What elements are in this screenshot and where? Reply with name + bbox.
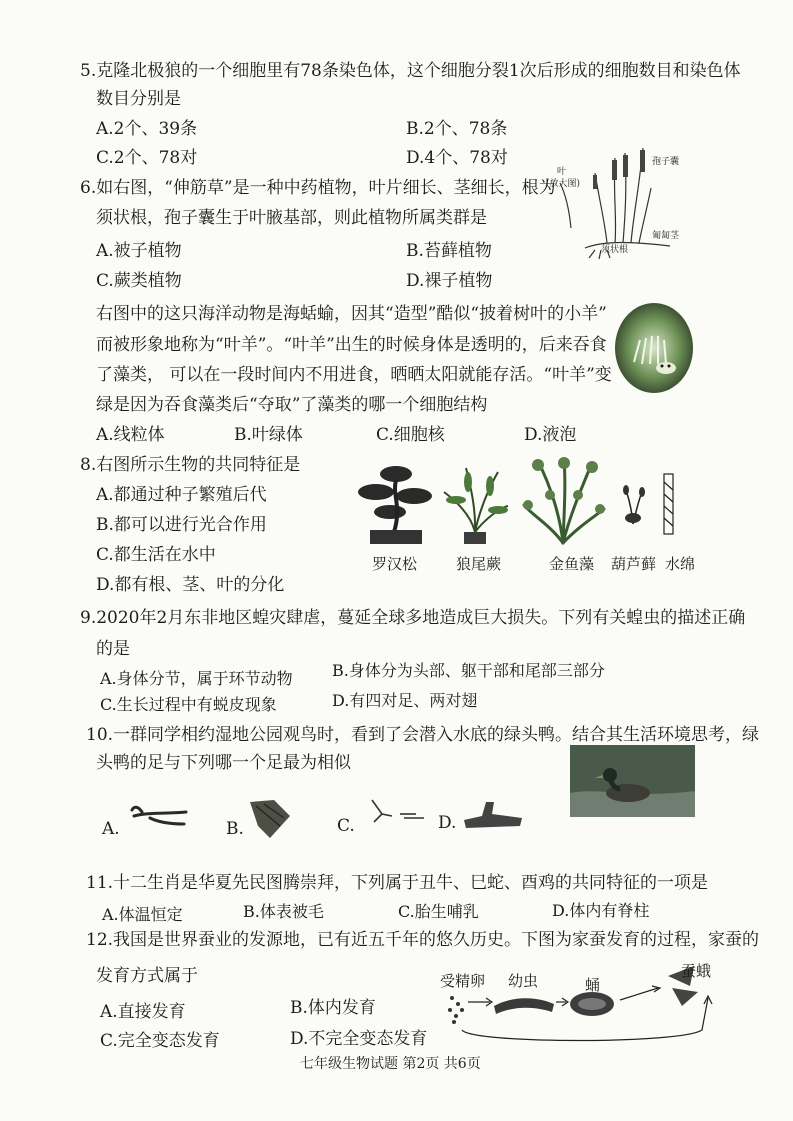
label-moss: 葫芦藓 (611, 555, 657, 573)
q12-option-d: D.不完全变态发育 (290, 1029, 428, 1049)
foot-a-perching-icon (128, 802, 190, 834)
q12-stem-line2: 发育方式属于 (96, 966, 198, 986)
q7-stem-line2: 而被形象地称为“叶羊”。“叶羊”出生的时候身体是透明的，后来吞食 (96, 335, 607, 355)
q5-option-b: B.2个、78条 (406, 119, 508, 139)
q11-option-d: D.体内有脊柱 (552, 901, 650, 920)
q5-option-a: A.2个、39条 (96, 119, 198, 139)
bonsai-pine-figure (356, 462, 438, 548)
q12-stem-line1: 12.我国是世界蚕业的发源地，已有近五千年的悠久历史。下图为家蚕发育的过程，家蚕的 (86, 930, 760, 950)
stage-larva-label: 幼虫 (508, 972, 539, 990)
leaf-sheep-photo (614, 302, 694, 394)
q11-option-b: B.体表被毛 (243, 902, 324, 921)
label-hornwort: 金鱼藻 (549, 555, 595, 573)
q10-stem-line1: 10.一群同学相约湿地公园观鸟时，看到了会潜入水底的绿头鸭。结合其生活环境思考，绿 (86, 725, 760, 745)
q10-option-a: A. (102, 819, 120, 839)
clubmoss-label-sporangium: 孢子囊 (652, 157, 680, 167)
clubmoss-label-stem: 匍匐茎 (652, 231, 680, 241)
q5-stem-line1: 5.克隆北极狼的一个细胞里有78条染色体，这个细胞分裂1次后形成的细胞数目和染色体 (80, 61, 741, 81)
q6-option-d: D.裸子植物 (406, 271, 493, 291)
page-footer: 七年级生物试题 第2页 共6页 (300, 1056, 481, 1072)
q10-option-b: B. (226, 819, 244, 839)
q5-option-d: D.4个、78对 (406, 148, 508, 168)
foot-c-wading-icon (360, 796, 430, 830)
q8-option-b: B.都可以进行光合作用 (96, 515, 267, 535)
label-spirogyra: 水绵 (665, 555, 696, 573)
q12-option-c: C.完全变态发育 (100, 1031, 220, 1051)
q8-option-d: D.都有根、茎、叶的分化 (96, 575, 285, 595)
q7-stem-line3: 了藻类， 可以在一段时间内不用进食，晒晒太阳就能存活。“叶羊”变 (96, 365, 612, 385)
q8-option-a: A.都通过种子繁殖后代 (96, 485, 267, 505)
q7-stem-line4: 绿是因为吞食藻类后“夺取”了藻类的哪一个细胞结构 (96, 395, 488, 415)
q6-stem-line1: 6.如右图，“伸筋草”是一种中药植物，叶片细长、茎细长，根为 (80, 178, 556, 198)
hornwort-figure (520, 455, 606, 547)
q9-option-b: B.身体分为头部、躯干部和尾部三部分 (332, 661, 605, 680)
q8-stem: 8.右图所示生物的共同特征是 (80, 455, 301, 475)
q5-stem-line2: 数目分别是 (96, 89, 181, 109)
q7-option-c: C.细胞核 (376, 425, 445, 445)
q11-option-c: C.胎生哺乳 (398, 902, 479, 921)
q6-option-b: B.苔藓植物 (406, 241, 492, 261)
mallard-photo (570, 745, 695, 817)
q9-stem-line2: 的是 (96, 639, 130, 659)
q11-stem: 11.十二生肖是华夏先民图腾崇拜，下列属于丑牛、巳蛇、酉鸡的共同特征的一项是 (86, 873, 709, 893)
q7-option-d: D.液泡 (524, 425, 577, 445)
foot-b-webbed-icon (244, 796, 294, 842)
q10-option-c: C. (337, 816, 355, 836)
q9-stem-line1: 9.2020年2月东非地区蝗灾肆虐，蔓延全球多地造成巨大损失。下列有关蝗虫的描述正确 (80, 608, 746, 628)
fern-figure (440, 462, 510, 548)
q10-option-d: D. (438, 813, 457, 833)
label-fern: 狼尾蕨 (456, 555, 502, 573)
q5-option-c: C.2个、78对 (96, 148, 198, 168)
spirogyra-figure (656, 472, 682, 538)
clubmoss-label-root: 须状根 (601, 245, 629, 255)
q8-option-c: C.都生活在水中 (96, 545, 216, 565)
q7-option-b: B.叶绿体 (234, 425, 303, 445)
clubmoss-label-zoom: (放大图) (546, 179, 581, 189)
q7-option-a: A.线粒体 (96, 425, 165, 445)
q9-option-c: C.生长过程中有蜕皮现象 (100, 695, 277, 714)
q10-stem-line2: 头鸭的足与下列哪一个足最为相似 (96, 753, 351, 773)
q6-stem-line2: 须状根，孢子囊生于叶腋基部，则此植物所属类群是 (96, 208, 487, 228)
label-podocarpus: 罗汉松 (372, 555, 418, 573)
stage-egg-label: 受精卵 (440, 972, 486, 990)
clubmoss-label-leaf: 叶 (557, 167, 567, 177)
q12-option-b: B.体内发育 (290, 998, 376, 1018)
q12-option-a: A.直接发育 (100, 1002, 186, 1022)
q7-stem-line1: 右图中的这只海洋动物是海蛞蝓，因其“造型”酷似“披着树叶的小羊” (96, 304, 607, 324)
stage-moth-label: 蚕蛾 (681, 962, 712, 980)
q6-option-c: C.蕨类植物 (96, 271, 182, 291)
q9-option-a: A.身体分节，属于环节动物 (100, 669, 293, 688)
q6-option-a: A.被子植物 (96, 241, 182, 261)
foot-d-lobed-icon (460, 800, 526, 832)
moss-figure (618, 482, 648, 526)
q9-option-d: D.有四对足、两对翅 (332, 691, 478, 710)
stage-pupa-label: 蛹 (585, 976, 601, 994)
q11-option-a: A.体温恒定 (102, 905, 183, 924)
